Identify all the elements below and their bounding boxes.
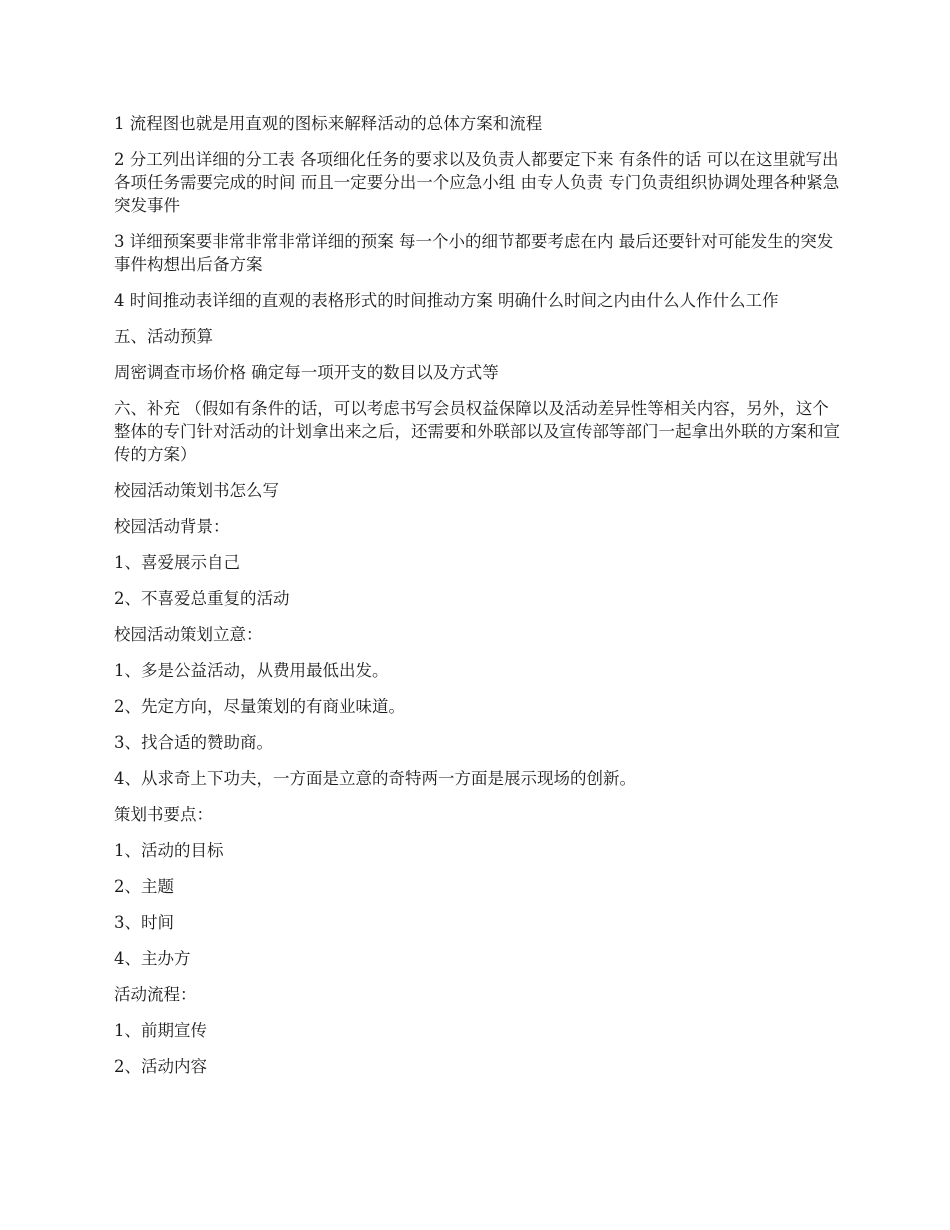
section-heading-how-to-write: 校园活动策划书怎么写 — [114, 481, 279, 500]
list-item: 2、先定方向，尽量策划的有商业味道。 — [114, 697, 405, 716]
list-item: 1、活动的目标 — [114, 841, 224, 860]
section-heading-concept: 校园活动策划立意： — [114, 625, 263, 644]
list-item: 3、时间 — [114, 913, 174, 932]
section-heading-key-points: 策划书要点： — [114, 805, 213, 824]
list-item: 2、活动内容 — [114, 1057, 207, 1076]
paragraph-timeline: 4 时间推动表详细的直观的表格形式的时间推动方案 明确什么时间之内由什么人作什么工作 — [114, 291, 779, 310]
document-body — [114, 112, 844, 1091]
list-item: 4、主办方 — [114, 949, 191, 968]
paragraph-budget: 周密调查市场价格 确定每一项开支的数目以及方式等 — [114, 363, 499, 382]
section-heading-budget: 五、活动预算 — [114, 327, 213, 346]
section-heading-process: 活动流程： — [114, 985, 197, 1004]
list-item: 4、从求奇上下功夫，一方面是立意的奇特两一方面是展示现场的创新。 — [114, 769, 636, 788]
paragraph-flowchart: 1 流程图也就是用直观的图标来解释活动的总体方案和流程 — [114, 114, 543, 133]
section-heading-background: 校园活动背景： — [114, 517, 230, 536]
list-item: 2、主题 — [114, 877, 174, 896]
list-item: 2、不喜爱总重复的活动 — [114, 589, 290, 608]
paragraph-division-of-labor: 2 分工列出详细的分工表 各项细化任务的要求以及负责人都要定下来 有条件的话 可以在这里就写出各项任务需要完成的时间 而且一定要分出一个应急小组 由专人负责 专门负责组织协调处理各种紧急突发事件 — [114, 150, 840, 215]
list-item: 1、喜爱展示自己 — [114, 553, 240, 572]
list-item: 1、前期宣传 — [114, 1021, 207, 1040]
list-item: 3、找合适的赞助商。 — [114, 733, 273, 752]
paragraph-detailed-plan: 3 详细预案要非常非常非常详细的预案 每一个小的细节都要考虑在内 最后还要针对可能发生的突发事件构想出后备方案 — [114, 232, 834, 274]
list-item: 1、多是公益活动，从费用最低出发。 — [114, 661, 389, 680]
paragraph-supplement: 六、补充 （假如有条件的话，可以考虑书写会员权益保障以及活动差异性等相关内容，另外，这个整体的专门针对活动的计划拿出来之后，还需要和外联部以及宣传部等部门一起拿出外联的方案和宣传的方案） — [114, 399, 840, 464]
